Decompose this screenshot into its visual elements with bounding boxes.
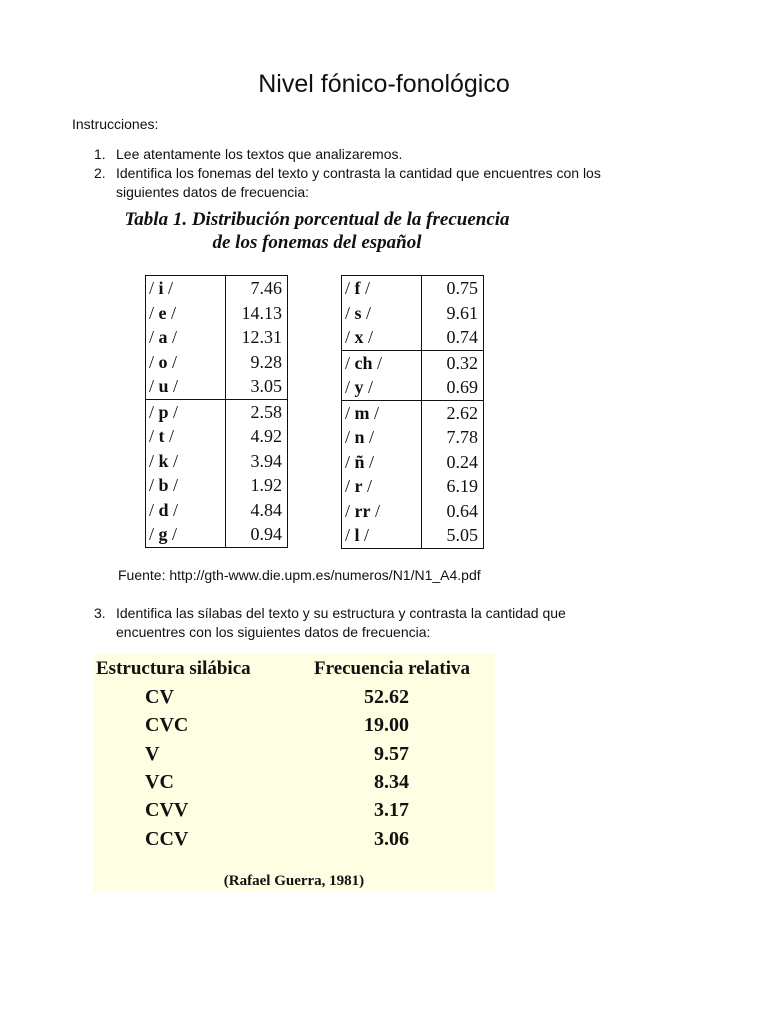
phoneme-symbol: / i / [146,276,226,301]
table-1-title-line: de los fonemas del español [212,232,422,253]
phoneme-letter: f [354,278,361,298]
phoneme-frequency: 7.46 [250,278,282,298]
list-item [94,145,614,164]
phoneme-symbol: / a / [146,325,226,350]
table-row [146,498,288,523]
phoneme-symbol: / u / [146,374,226,399]
table-row [342,350,484,375]
syllable-structure: VC [145,770,174,793]
table-row [342,325,484,350]
phoneme-letter: a [158,327,168,347]
syllable-structure: CVV [145,799,189,822]
phoneme-symbol: / ñ / [342,450,422,475]
instructions-label: Instrucciones: [72,116,159,132]
list-number: 2. [94,165,106,181]
phoneme-letter: d [158,499,169,520]
phoneme-frequency: 0.64 [446,500,478,521]
phoneme-frequency: 0.24 [446,451,478,472]
syllable-frequency: 3.06 [374,827,409,850]
phoneme-letter: k [158,450,169,471]
phoneme-frequency: 6.19 [446,476,478,496]
phoneme-letter: o [158,351,168,372]
table-row [342,276,484,301]
table-row [146,473,288,498]
phoneme-letter: ch [354,352,373,373]
phoneme-frequency: 3.05 [250,376,282,396]
phoneme-symbol: / x / [342,325,422,350]
phoneme-symbol: / s / [342,301,422,326]
phoneme-frequency: 1.92 [250,475,282,495]
phoneme-letter: n [354,427,365,447]
phoneme-frequency: 5.05 [446,525,478,545]
table-row [146,301,288,326]
table-row [146,276,288,301]
phoneme-symbol: / ch / [342,350,422,375]
list-text: Identifica las sílabas del texto y su estructura y contrasta la cantidad que encuentres con los siguientes datos de frecuencia: [116,605,566,640]
syllable-frequency: 19.00 [364,714,409,737]
phoneme-letter: p [158,401,169,422]
table-row [93,714,495,742]
phoneme-symbol: / r / [342,474,422,499]
list-text: Identifica los fonemas del texto y contrasta la cantidad que encuentres con los siguientes datos de frecuencia: [116,165,601,200]
phoneme-symbol: / y / [342,375,422,400]
phoneme-letter: b [158,475,169,495]
list-number: 3. [94,605,106,621]
phoneme-frequency: 2.62 [422,400,484,425]
table-row [342,375,484,400]
table-row [93,799,495,827]
phoneme-letter: x [354,327,364,347]
phoneme-letter: e [158,302,167,323]
phoneme-table-right [341,275,484,549]
table-row [146,399,288,424]
phoneme-symbol: / t / [146,424,226,449]
table-row [93,828,495,856]
syllable-structure: CVC [145,714,189,737]
phoneme-letter: g [158,524,168,544]
page-title: Nivel fónico-fonológico [258,70,510,98]
phoneme-letter: ñ [354,451,365,472]
phoneme-frequency: 4.84 [250,499,282,520]
phoneme-frequency: 0.75 [446,278,478,298]
table-row [342,499,484,524]
phoneme-symbol: / rr / [342,499,422,524]
list-item [94,604,614,642]
table-1-title-line: Tabla 1. Distribución porcentual de la frecuencia [124,209,510,230]
table-row [146,522,288,547]
instruction-list [94,145,614,202]
table-row [342,450,484,475]
syllable-structure: V [145,742,160,765]
syllable-structure-table [93,654,495,891]
list-text: Lee atentamente los textos que analizaremos. [116,146,403,162]
table-row [342,425,484,450]
table-row [342,400,484,425]
syllable-structure: CV [145,686,174,708]
phoneme-frequency: 0.94 [250,524,282,544]
phoneme-symbol: / n / [342,425,422,450]
syllable-frequency: 3.17 [374,799,409,822]
phoneme-frequency: 4.92 [250,426,282,446]
table-row [342,301,484,326]
phoneme-frequency: 0.69 [446,377,478,397]
phoneme-frequency: 9.61 [446,302,478,323]
phoneme-symbol: / o / [146,350,226,375]
table-row [93,771,495,799]
phoneme-letter: rr [354,500,371,521]
phoneme-letter: u [158,376,169,396]
syllable-frequency: 52.62 [364,686,409,708]
phoneme-table-left [145,275,288,548]
phoneme-symbol: / m / [342,400,422,425]
phoneme-letter: i [158,278,164,298]
table-row [146,325,288,350]
phoneme-frequency: 3.94 [250,450,282,471]
table-row [93,686,495,714]
phoneme-frequency: 2.58 [226,399,288,424]
list-item-row [94,604,614,642]
table-row [146,350,288,375]
source-citation: Fuente: http://gth-www.die.upm.es/numeros/N1/N1_A4.pdf [118,567,481,583]
phoneme-symbol: / f / [342,276,422,301]
table-row [146,449,288,474]
phoneme-symbol: / k / [146,449,226,474]
syllable-frequency: 8.34 [374,770,409,793]
phoneme-symbol: / b / [146,473,226,498]
phoneme-symbol: / e / [146,301,226,326]
phoneme-letter: y [354,377,364,397]
phoneme-letter: l [354,525,360,545]
phoneme-symbol: / p / [146,399,226,424]
phoneme-frequency: 7.78 [446,427,478,447]
phoneme-frequency: 14.13 [241,302,282,323]
phoneme-symbol: / g / [146,522,226,547]
table-row [146,374,288,399]
structure-header: Estructura silábica [96,658,251,679]
phoneme-frequency: 9.28 [250,351,282,372]
phoneme-frequency: 12.31 [241,327,282,347]
phoneme-symbol: / l / [342,523,422,548]
phoneme-letter: s [354,302,362,323]
table-1-title [110,208,524,254]
table-row [342,523,484,548]
phoneme-frequency: 0.32 [422,350,484,375]
table-row [93,743,495,771]
frequency-header: Frecuencia relativa [314,658,470,679]
table-row [342,474,484,499]
table-row [146,424,288,449]
phoneme-symbol: / d / [146,498,226,523]
phoneme-letter: t [158,426,165,446]
table-citation: (Rafael Guerra, 1981) [223,873,365,889]
phoneme-letter: r [354,476,363,496]
syllable-frequency: 9.57 [374,742,409,765]
phoneme-frequency: 0.74 [446,327,478,347]
list-number: 1. [94,146,106,162]
list-item [94,164,614,202]
phoneme-letter: m [354,402,370,423]
syllable-structure: CCV [145,827,189,850]
